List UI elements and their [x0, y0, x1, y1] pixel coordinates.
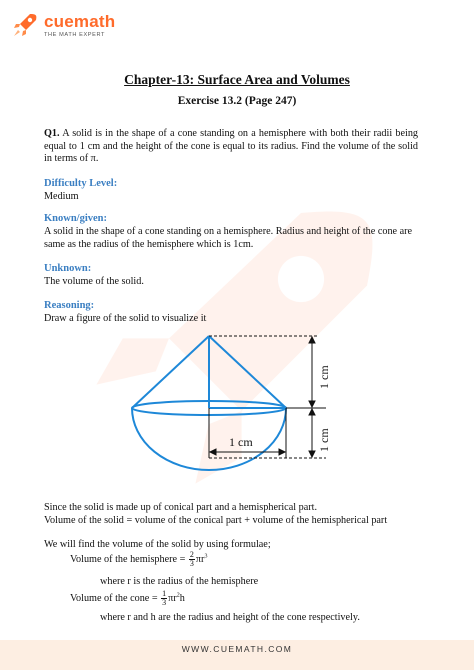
difficulty-value: Medium: [44, 191, 79, 202]
cone-formula: Volume of the cone = $\frac{1}{3}$ $\pi r^2h$: [70, 589, 185, 607]
known-heading: Known/given:: [44, 213, 108, 224]
logo-tagline: THE MATH EXPERT: [44, 32, 106, 38]
difficulty-heading: Difficulty Level:: [44, 178, 118, 189]
unknown-heading: Unknown:: [44, 263, 92, 274]
brand-logo[interactable]: [10, 10, 130, 46]
formulae-intro: We will find the volume of the solid by using formulae;: [44, 539, 271, 550]
depth-label: 1 cm: [317, 428, 331, 452]
reasoning-text: Draw a figure of the solid to visualize it: [44, 313, 207, 324]
fraction-two-thirds: $\frac{2}{3}$: [189, 550, 194, 568]
known-text: A solid in the shape of a cone standing on a hemisphere. Radius and height of the cone are same as the radius of the hemisphere which is 1cm.: [44, 226, 413, 250]
page-title: Chapter-13: Surface Area and Volumes: [124, 72, 350, 87]
cone-formula-label: Volume of the cone: [70, 592, 150, 604]
exercise-subtitle: Exercise 13.2 (Page 247): [177, 95, 297, 107]
cone-right-edge: [209, 336, 286, 408]
question-label: Q1.: [44, 128, 60, 139]
logo-text: cuemath: [44, 12, 116, 31]
cone-hemisphere-figure: [126, 334, 341, 472]
height-label: 1 cm: [317, 365, 331, 389]
reasoning-heading: Reasoning:: [44, 300, 95, 311]
question-text: A solid is in the shape of a cone standing on a hemisphere with both their radii being equal to 1 cm and the height of the cone is equal to its radius. Find the volume of the solid in terms of π.: [44, 128, 419, 165]
hemisphere-note: where r is the radius of the hemisphere: [100, 576, 259, 587]
footer-url-link[interactable]: WWW.CUEMATH.COM: [181, 644, 293, 654]
rocket-icon: [10, 10, 40, 40]
cone-note: where r and h are the radius and height of the cone respectively.: [100, 612, 360, 623]
fraction-one-third: $\frac{1}{3}$: [162, 589, 167, 607]
since-line-1: Since the solid is made up of conical part and a hemispherical part.: [44, 502, 317, 513]
hemisphere-formula: Volume of the hemisphere = $\frac{2}{3}$ $\pi r^3$: [70, 550, 208, 568]
since-line-2: Volume of the solid = volume of the conical part + volume of the hemispherical part: [44, 515, 388, 526]
cone-left-edge: [132, 336, 209, 408]
unknown-text: The volume of the solid.: [44, 276, 144, 287]
radius-label: 1 cm: [229, 435, 253, 449]
question-1: [44, 128, 418, 166]
hemisphere-formula-label: Volume of the hemisphere: [70, 553, 178, 565]
